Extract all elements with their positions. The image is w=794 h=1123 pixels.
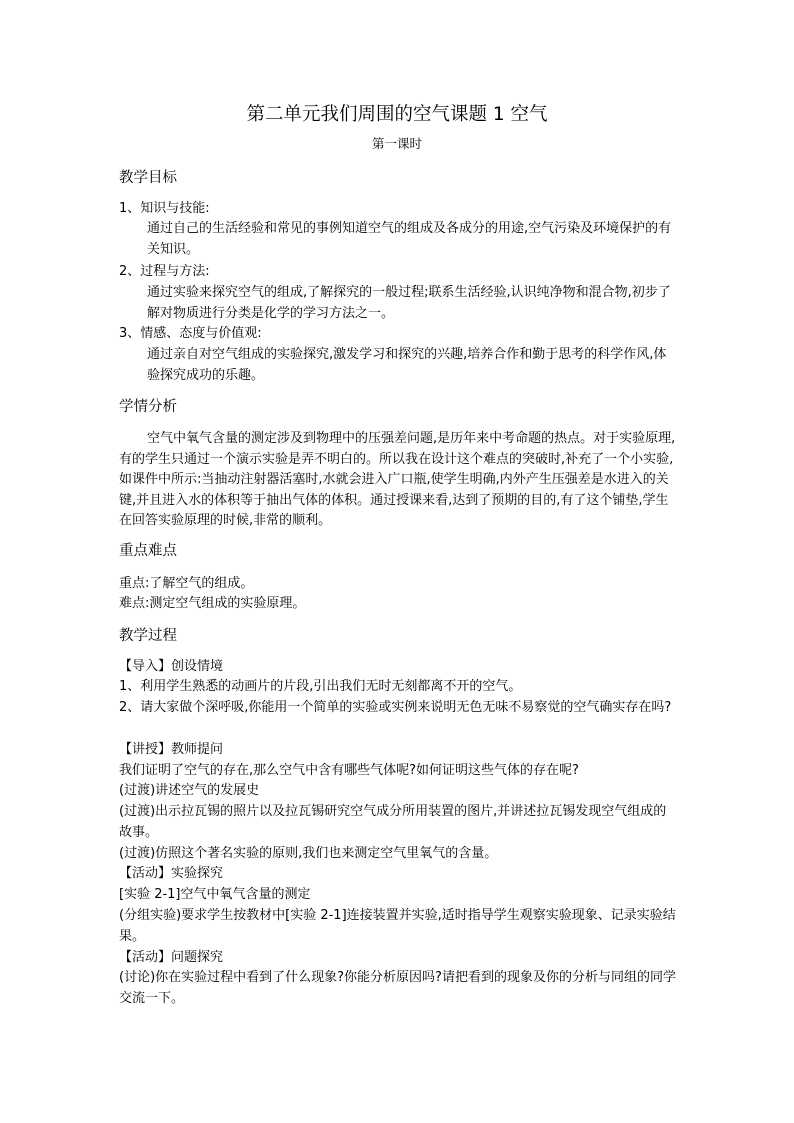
process-line: 2、请大家做个深呼吸,你能用一个简单的实验或实例来说明无色无味不易察觉的空气确实存在吗? <box>119 700 672 715</box>
process-line: (过渡)仿照这个著名实验的原则,我们也来测定空气里氧气的含量。 <box>119 846 498 861</box>
goal-3-text: 通过亲自对空气组成的实验探究,激发学习和探究的兴趣,培养合作和勤于思考的科学作风,体验探究成功的乐趣。 <box>147 347 667 383</box>
process-line: (讨论)你在实验过程中看到了什么现象?你能分析原因吗?请把看到的现象及你的分析与同组的同学交流一下。 <box>119 970 676 1006</box>
key-point: 重点:了解空气的组成。 <box>119 576 254 591</box>
process-heading: 教学过程 <box>119 628 177 644</box>
process-line-lecture-tag: 【讲授】教师提问 <box>119 742 224 757</box>
process-line: 1、利用学生熟悉的动画片的片段,引出我们无时无刻都离不开的空气。 <box>119 679 522 694</box>
process-line-activity-tag: 【活动】实验探究 <box>119 866 224 881</box>
document-title: 第二单元我们周围的空气课题 1 空气 <box>246 104 548 125</box>
process-line: (分组实验)要求学生按教材中[实验 2-1]连接装置并实验,适时指导学生观察实验现象、记录实验结果。 <box>119 908 676 944</box>
lesson-subtitle: 第一课时 <box>371 136 422 151</box>
difficult-point: 难点:测定空气组成的实验原理。 <box>119 596 306 611</box>
goal-3-label: 3、情感、态度与价值观: <box>119 326 262 341</box>
analysis-heading: 学情分析 <box>119 399 177 415</box>
goal-1-text: 通过自己的生活经验和常见的事例知道空气的组成及各成分的用途,空气污染及环境保护的有关知识。 <box>147 221 672 257</box>
goals-heading: 教学目标 <box>119 170 177 186</box>
goal-2-text: 通过实验来探究空气的组成,了解探究的一般过程;联系生活经验,认识纯净物和混合物,初步了解对物质进行分类是化学的学习方法之一。 <box>147 285 671 321</box>
goal-1-label: 1、知识与技能: <box>119 201 210 216</box>
keypoints-heading: 重点难点 <box>119 543 177 559</box>
process-line: (过渡)出示拉瓦锡的照片以及拉瓦锡研究空气成分所用装置的图片,并讲述拉瓦锡发现空气组成的故事。 <box>119 804 667 840</box>
process-line: (过渡)讲述空气的发展史 <box>119 783 260 798</box>
process-line-activity-tag: 【活动】问题探究 <box>119 950 224 965</box>
process-line: [实验 2-1]空气中氧气含量的测定 <box>119 887 311 902</box>
process-line-intro-tag: 【导入】创设情境 <box>119 659 224 674</box>
analysis-paragraph: 空气中氧气含量的测定涉及到物理中的压强差问题,是历年来中考命题的热点。对于实验原理,有的学生只通过一个演示实验是弄不明白的。所以我在设计这个难点的突破时,补充了一个小实验,如课件中所示:当抽动注射器活塞时,水就会进入广口瓶,使学生明确,内外产生压强差是水进入的关键,并且进入水的体积等于抽出气体的体积。通过授课来看,达到了预期的目的,有了这个铺垫,学生在回答实验原理的时候,非常的顺利。 <box>119 431 676 528</box>
process-line: 我们证明了空气的存在,那么空气中含有哪些气体呢?如何证明这些气体的存在呢? <box>119 763 579 778</box>
goal-2-label: 2、过程与方法: <box>119 264 210 279</box>
